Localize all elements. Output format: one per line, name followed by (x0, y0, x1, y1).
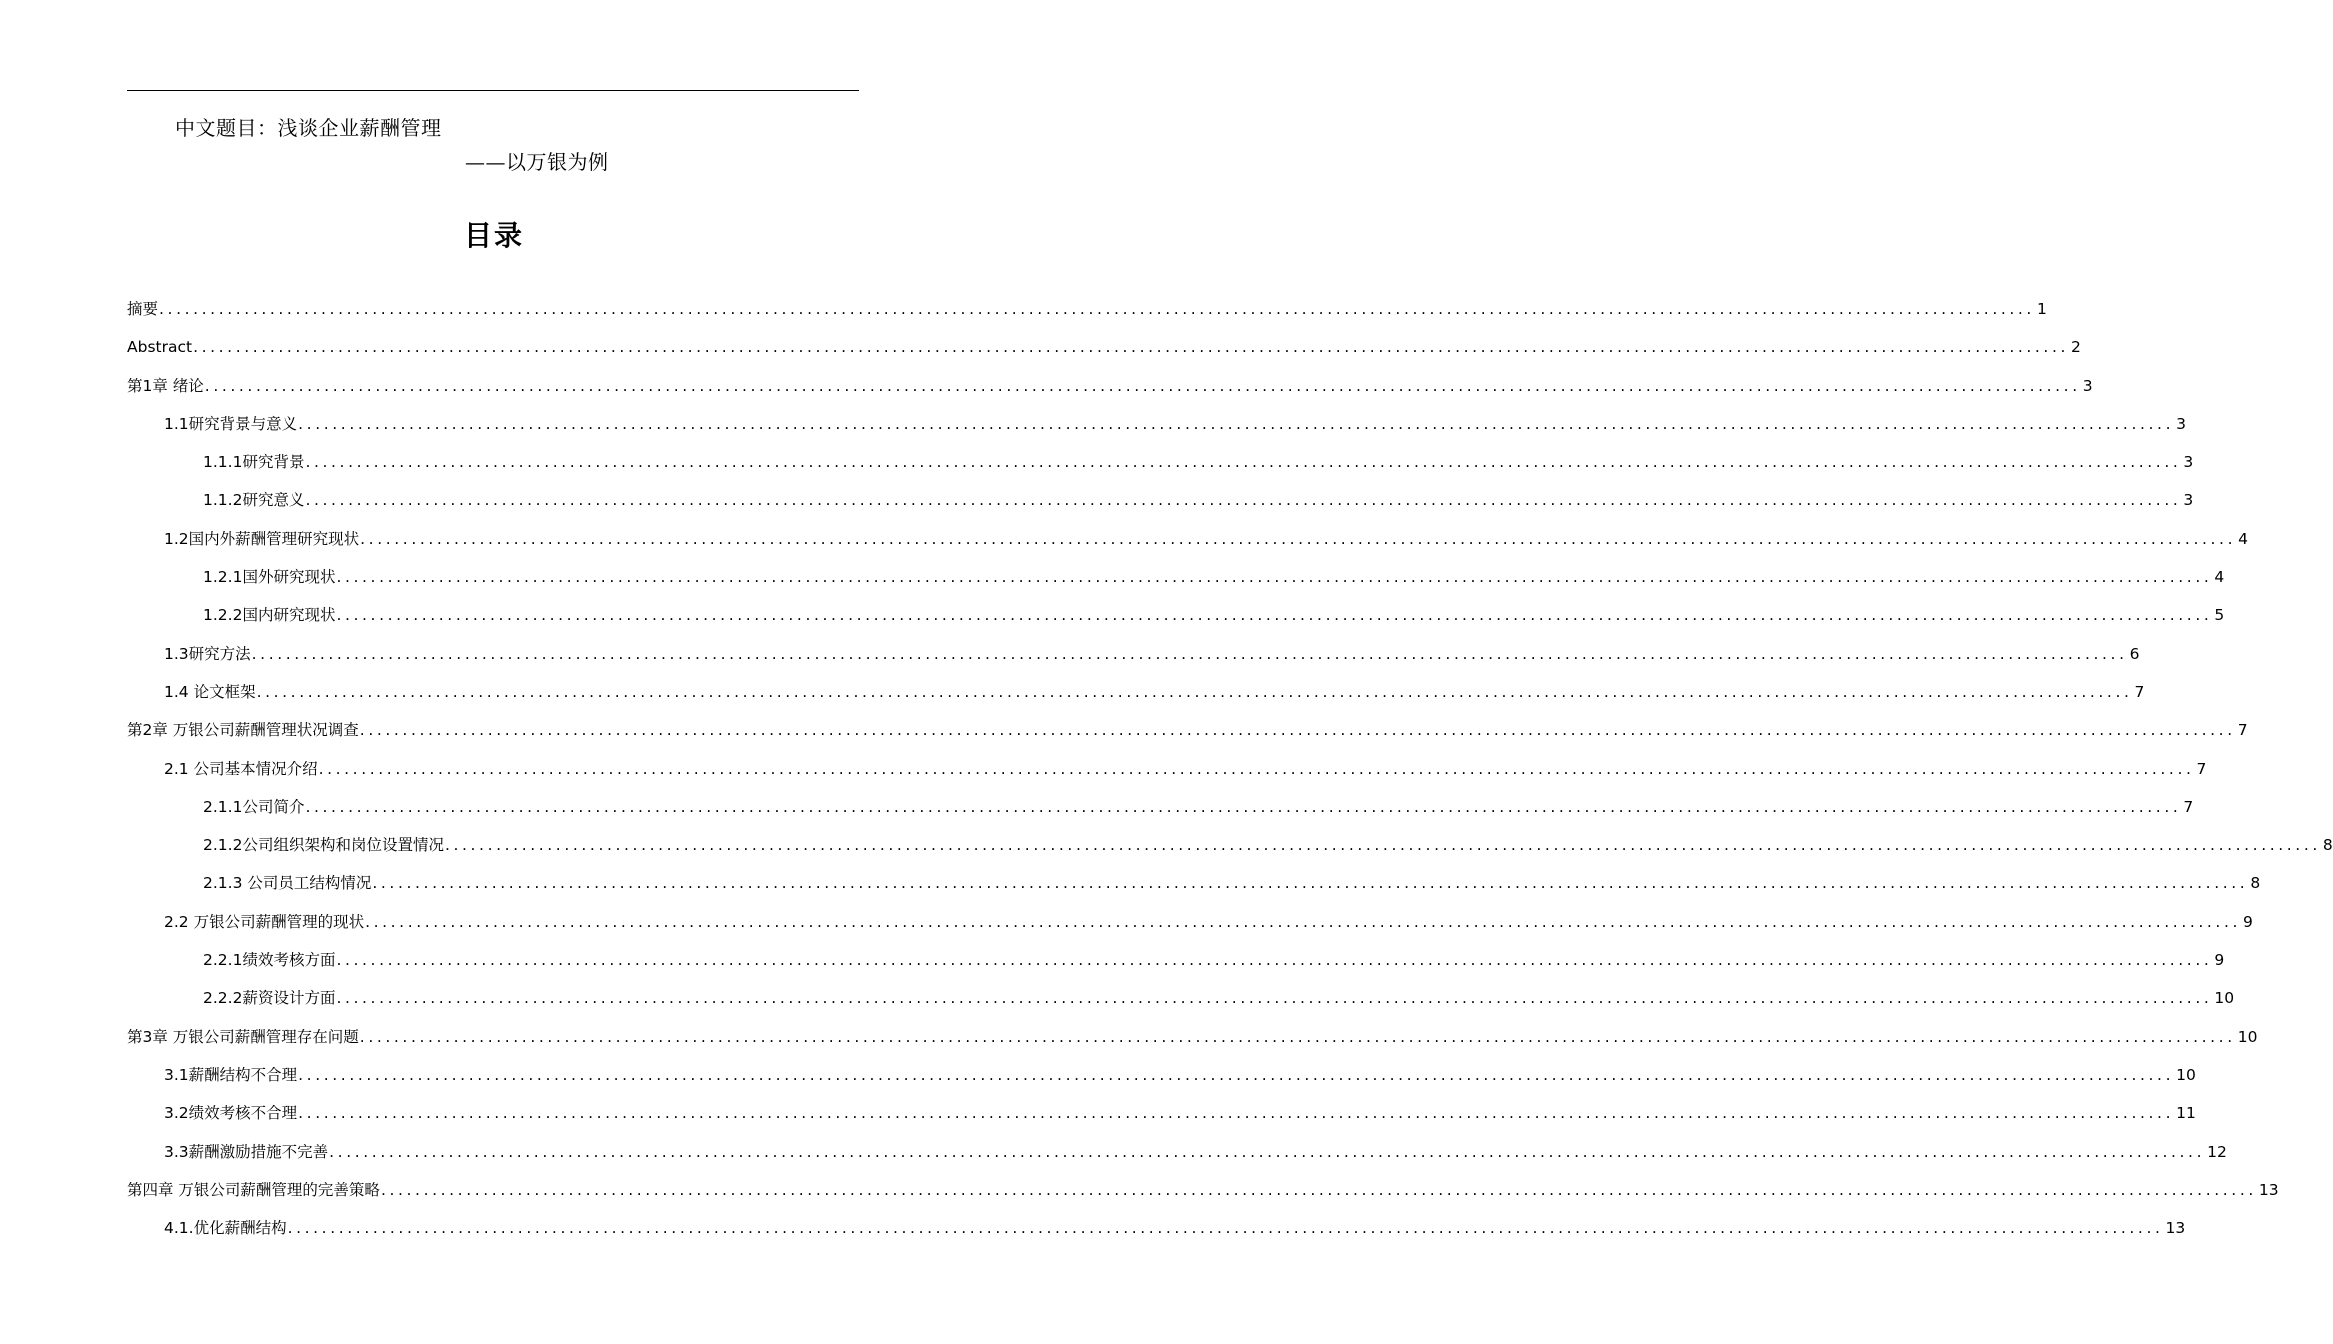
toc-dot-leader: ............................................................................................................................................................................................................................ (359, 1027, 2236, 1046)
toc-entry[interactable] (127, 1174, 2279, 1212)
toc-dot-leader: ............................................................................................................................................................................................................................ (336, 951, 2213, 970)
toc-dot-leader: ............................................................................................................................................................................................................................ (365, 912, 2242, 931)
toc-entry-label: Abstract (127, 338, 193, 357)
chinese-title: 中文题目：浅谈企业薪酬管理 (175, 116, 442, 140)
toc-entry-label: 第四章 万银公司薪酬管理的完善策略 (127, 1180, 380, 1199)
toc-entry-page: 4 (2238, 529, 2248, 548)
toc-entry-page: 3 (2183, 453, 2194, 472)
toc-entry-label: 2.2 万银公司薪酬管理的现状 (164, 912, 365, 931)
toc-dot-leader: ............................................................................................................................................................................................................................ (305, 797, 2182, 816)
toc-entry-label: 第2章 万银公司薪酬管理状况调查 (127, 721, 359, 740)
toc-entry-label: 2.2.2薪资设计方面 (203, 989, 336, 1008)
chinese-subtitle: ——以万银为例 (465, 150, 609, 174)
toc-entry-page: 10 (2214, 989, 2235, 1008)
toc-entry-label: 4.1.优化薪酬结构 (164, 1219, 287, 1238)
toc-entry-label: 2.1.2公司组织架构和岗位设置情况 (203, 836, 444, 855)
toc-dot-leader: ............................................................................................................................................................................................................................ (298, 1065, 2175, 1084)
toc-dot-leader: ............................................................................................................................................................................................................................ (360, 529, 2237, 548)
toc-entry[interactable] (127, 676, 2145, 714)
toc-entry[interactable] (127, 867, 2261, 905)
toc-entry-label: 2.1.3 公司员工结构情况 (203, 874, 372, 893)
table-of-contents (127, 293, 2333, 1250)
toc-entry-page: 10 (2237, 1027, 2258, 1046)
toc-entry-label: 2.2.1绩效考核方面 (203, 951, 336, 970)
toc-dot-leader: ............................................................................................................................................................................................................................ (444, 836, 2321, 855)
toc-entry[interactable] (127, 599, 2225, 637)
toc-entry-label: 摘要 (127, 300, 159, 318)
toc-entry-label: 第3章 万银公司薪酬管理存在问题 (127, 1027, 359, 1046)
toc-entry-page: 7 (2134, 682, 2145, 701)
toc-entry-label: 2.1 公司基本情况介绍 (164, 759, 318, 778)
toc-dot-leader: ............................................................................................................................................................................................................................ (336, 989, 2213, 1008)
toc-entry-label: 1.1.2研究意义 (203, 491, 305, 510)
toc-dot-leader: ............................................................................................................................................................................................................................ (380, 1180, 2257, 1199)
toc-entry-label: 1.1.1研究背景 (203, 453, 305, 472)
toc-entry[interactable] (127, 906, 2253, 944)
toc-entry[interactable] (127, 714, 2248, 752)
toc-entry-label: 3.1薪酬结构不合理 (164, 1065, 298, 1084)
toc-entry-page: 7 (2183, 797, 2194, 816)
toc-dot-leader: ............................................................................................................................................................................................................................ (193, 338, 2070, 357)
toc-entry-page: 8 (2322, 836, 2333, 855)
toc-entry-label: 1.2.2国内研究现状 (203, 606, 336, 625)
toc-entry-page: 12 (2207, 1142, 2227, 1161)
toc-dot-leader: ............................................................................................................................................................................................................................ (251, 644, 2128, 663)
toc-entry[interactable] (127, 331, 2081, 369)
toc-entry-page: 11 (2176, 1104, 2196, 1123)
toc-entry[interactable] (127, 1021, 2258, 1059)
toc-entry-page: 10 (2176, 1065, 2196, 1084)
toc-dot-leader: ............................................................................................................................................................................................................................ (318, 759, 2195, 778)
toc-entry-page: 9 (2243, 912, 2253, 931)
toc-entry[interactable] (127, 829, 2333, 867)
toc-dot-leader: ............................................................................................................................................................................................................................ (256, 682, 2133, 701)
toc-entry[interactable] (127, 408, 2186, 446)
toc-entry[interactable] (127, 293, 2047, 331)
toc-dot-leader: ............................................................................................................................................................................................................................ (298, 414, 2175, 433)
toc-entry-label: 1.2国内外薪酬管理研究现状 (164, 529, 360, 548)
toc-entry[interactable] (127, 561, 2225, 599)
toc-dot-leader: ............................................................................................................................................................................................................................ (305, 453, 2182, 472)
toc-entry[interactable] (127, 484, 2194, 522)
toc-entry[interactable] (127, 1212, 2186, 1250)
toc-entry[interactable] (127, 944, 2225, 982)
toc-dot-leader: ............................................................................................................................................................................................................................ (359, 721, 2236, 740)
toc-entry[interactable] (127, 1097, 2196, 1135)
toc-entry[interactable] (127, 446, 2194, 484)
toc-entry[interactable] (127, 753, 2207, 791)
toc-entry-page: 3 (2183, 491, 2194, 510)
toc-entry-label: 3.2绩效考核不合理 (164, 1104, 298, 1123)
toc-heading: 目录 (463, 219, 524, 252)
toc-entry-page: 13 (2165, 1219, 2186, 1238)
toc-dot-leader: ............................................................................................................................................................................................................................ (159, 300, 2035, 318)
toc-entry-label: 1.2.1国外研究现状 (203, 568, 336, 587)
toc-dot-leader: ............................................................................................................................................................................................................................ (329, 1142, 2206, 1161)
toc-entry-label: 1.4 论文框架 (164, 682, 256, 701)
toc-entry-page: 4 (2214, 568, 2225, 587)
toc-entry-label: 1.1研究背景与意义 (164, 414, 298, 433)
toc-entry-label: 1.3研究方法 (164, 644, 251, 663)
toc-entry[interactable] (127, 791, 2194, 829)
toc-entry-label: 2.1.1公司简介 (203, 797, 305, 816)
toc-dot-leader: ............................................................................................................................................................................................................................ (336, 568, 2213, 587)
toc-dot-leader: ............................................................................................................................................................................................................................ (298, 1104, 2175, 1123)
toc-dot-leader: ............................................................................................................................................................................................................................ (336, 606, 2213, 625)
toc-entry[interactable] (127, 638, 2140, 676)
toc-entry[interactable] (127, 982, 2235, 1020)
toc-dot-leader: ............................................................................................................................................................................................................................ (372, 874, 2249, 893)
header-rule (127, 90, 859, 91)
toc-entry[interactable] (127, 1059, 2196, 1097)
toc-entry[interactable] (127, 1136, 2227, 1174)
toc-entry-page: 8 (2250, 874, 2261, 893)
toc-entry-label: 第1章 绪论 (127, 376, 204, 395)
toc-entry-page: 3 (2176, 414, 2186, 433)
toc-entry-page: 3 (2082, 376, 2093, 395)
toc-entry-page: 2 (2071, 338, 2081, 357)
toc-entry-page: 13 (2258, 1180, 2279, 1199)
toc-entry-page: 9 (2214, 951, 2225, 970)
toc-entry-page: 6 (2129, 644, 2140, 663)
toc-entry-page: 7 (2196, 759, 2207, 778)
toc-entry[interactable] (127, 370, 2093, 408)
toc-dot-leader: ............................................................................................................................................................................................................................ (287, 1219, 2164, 1238)
toc-dot-leader: ............................................................................................................................................................................................................................ (204, 376, 2081, 395)
toc-entry-page: 5 (2214, 606, 2225, 625)
toc-entry-page: 7 (2237, 721, 2248, 740)
toc-entry-label: 3.3薪酬激励措施不完善 (164, 1142, 329, 1161)
toc-entry[interactable] (127, 523, 2248, 561)
toc-entry-page: 1 (2036, 300, 2047, 318)
toc-dot-leader: ............................................................................................................................................................................................................................ (305, 491, 2182, 510)
